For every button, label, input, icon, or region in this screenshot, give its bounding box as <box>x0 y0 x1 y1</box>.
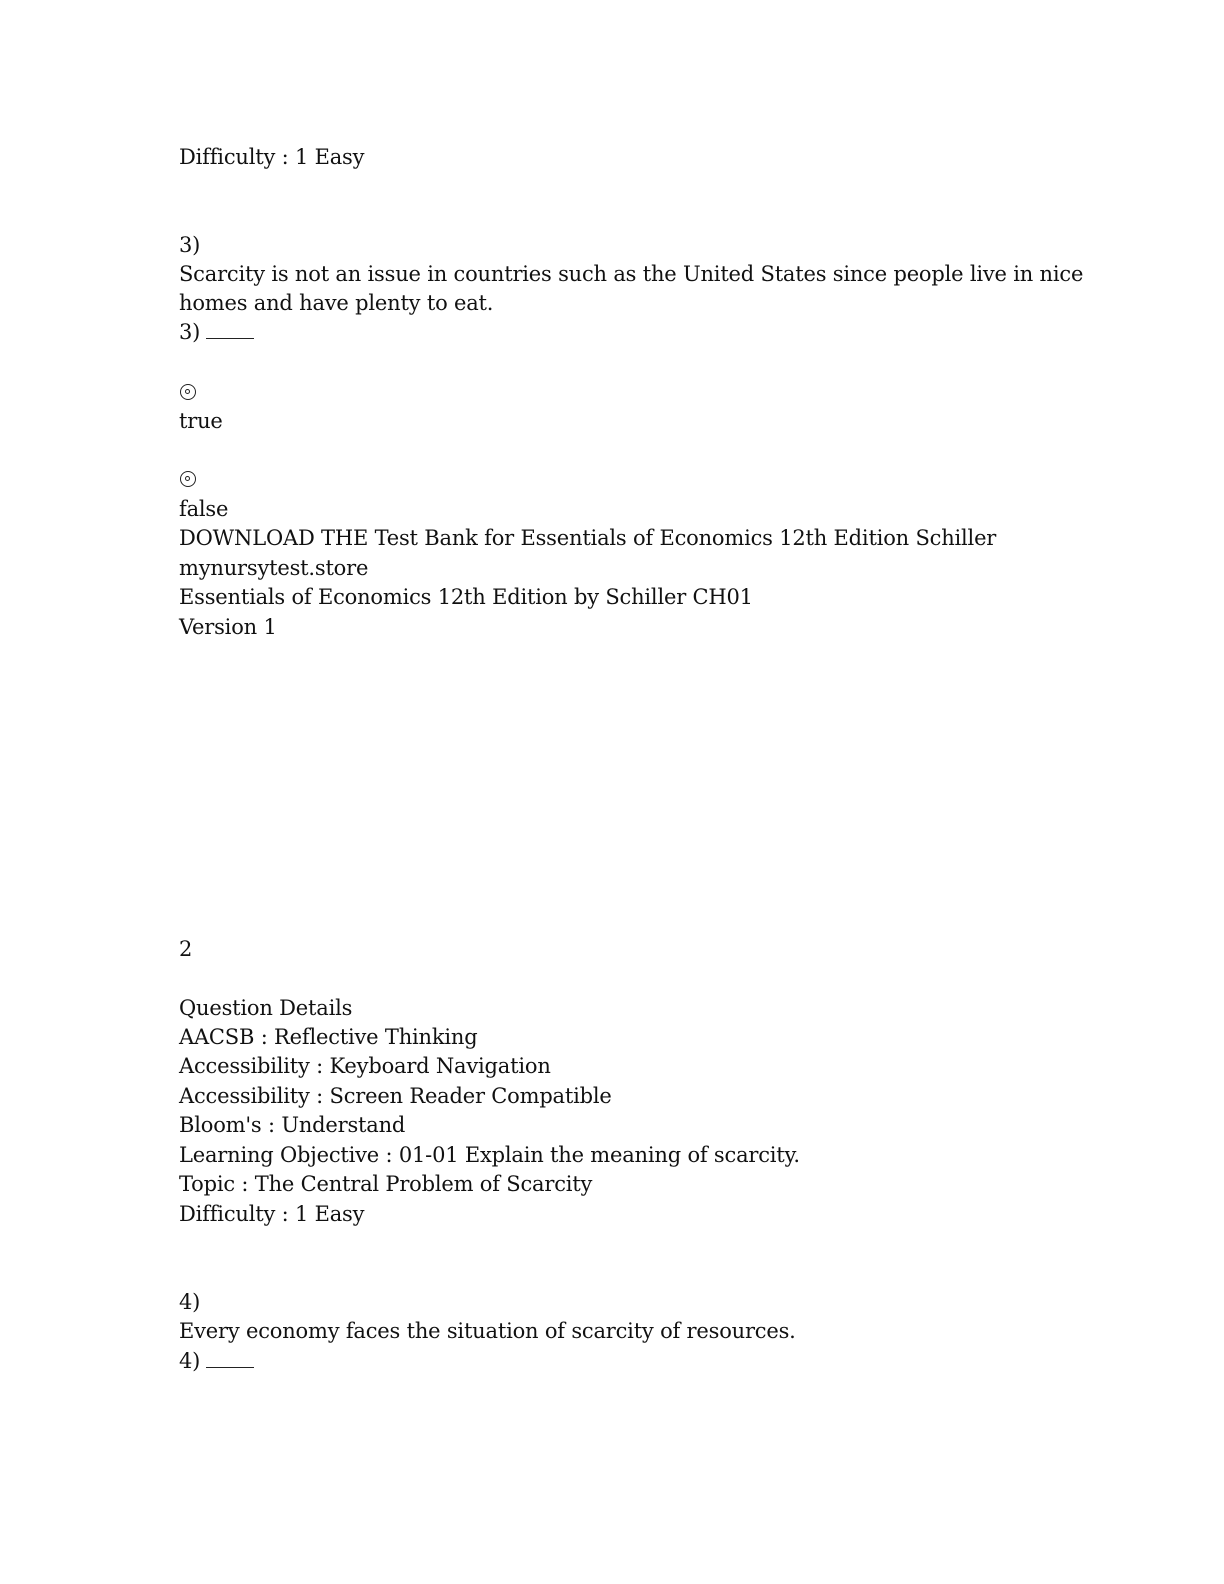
question-3-answer-blank <box>179 318 254 346</box>
detail-accessibility-screen-reader: Accessibility : Screen Reader Compatible <box>179 1084 612 1108</box>
question-4-number: 4) <box>179 1290 201 1314</box>
question-4-text: Every economy faces the situation of scarcity of resources. <box>179 1319 796 1343</box>
detail-aacsb: AACSB : Reflective Thinking <box>179 1025 478 1049</box>
question-3-text-line2: homes and have plenty to eat. <box>179 291 494 315</box>
question-3-answer-label: 3) <box>179 320 201 344</box>
detail-blooms: Bloom's : Understand <box>179 1113 406 1137</box>
answer-blank-line[interactable] <box>206 1353 254 1368</box>
question-4-answer-blank <box>179 1347 254 1375</box>
detail-accessibility-keyboard: Accessibility : Keyboard Navigation <box>179 1054 551 1078</box>
detail-difficulty: Difficulty : 1 Easy <box>179 1202 365 1226</box>
detail-topic: Topic : The Central Problem of Scarcity <box>179 1172 593 1196</box>
page-number: 2 <box>179 937 193 961</box>
download-line: DOWNLOAD THE Test Bank for Essentials of Economics 12th Edition Schiller <box>179 526 997 550</box>
version-line: Version 1 <box>179 615 277 639</box>
question-details-heading: Question Details <box>179 996 353 1020</box>
detail-learning-objective: Learning Objective : 01-01 Explain the meaning of scarcity. <box>179 1143 800 1167</box>
answer-blank-line[interactable] <box>206 324 254 339</box>
difficulty-label: Difficulty : 1 Easy <box>179 145 365 169</box>
question-4-answer-label: 4) <box>179 1349 201 1373</box>
radio-false-icon[interactable] <box>180 471 196 487</box>
site-line: mynursytest.store <box>179 556 369 580</box>
radio-true-icon[interactable] <box>180 384 196 400</box>
book-line: Essentials of Economics 12th Edition by Schiller CH01 <box>179 585 753 609</box>
question-3-number: 3) <box>179 233 201 257</box>
question-3-text-line1: Scarcity is not an issue in countries such as the United States since people live in nice <box>179 262 1084 286</box>
option-false-label: false <box>179 497 229 521</box>
option-true-label: true <box>179 409 223 433</box>
